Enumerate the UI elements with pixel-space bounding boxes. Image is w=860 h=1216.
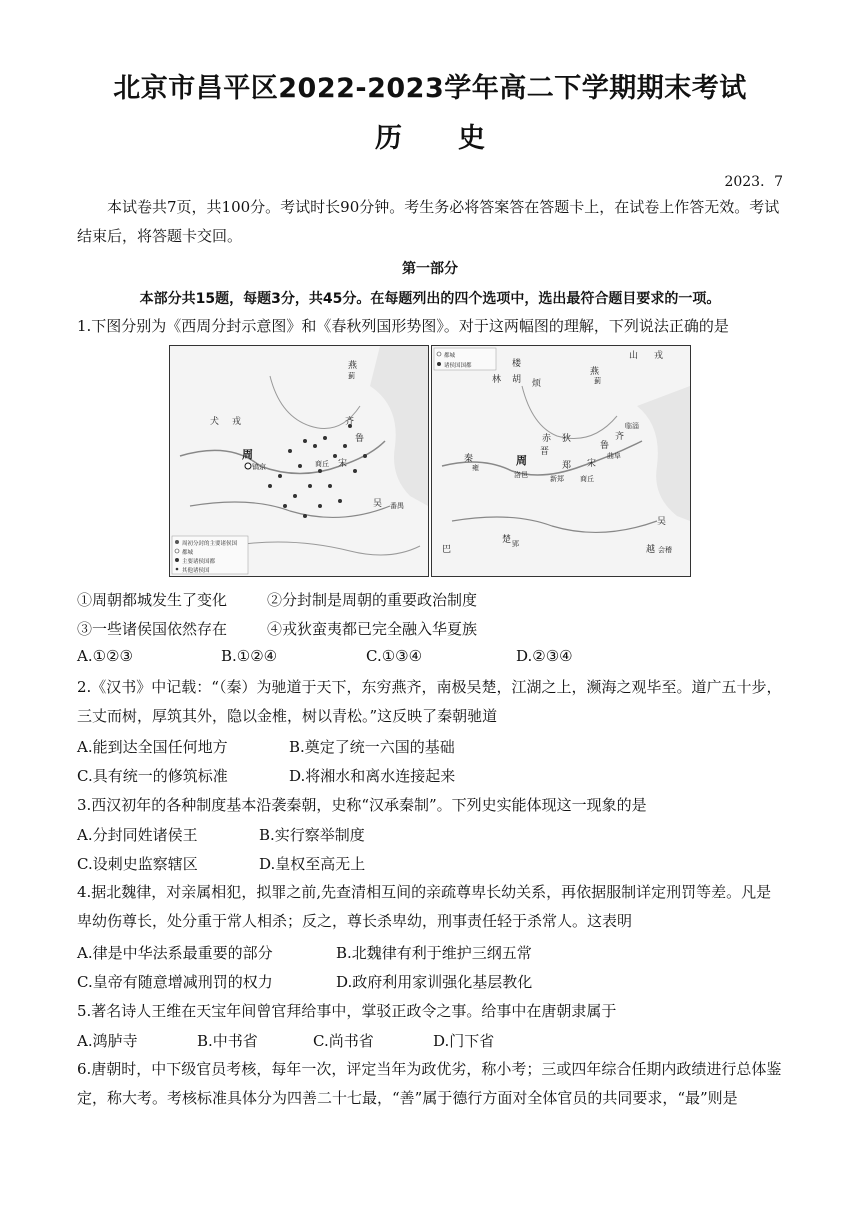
map1-label-ji: 蓟 <box>348 372 355 380</box>
map1-legend-2: 都城 <box>182 550 194 556</box>
map2-label-hu: 胡 <box>512 375 522 385</box>
q1-option-c: C.①③④ <box>366 647 423 665</box>
map-western-zhou <box>169 345 429 577</box>
map2-label-chu: 楚 <box>502 535 512 545</box>
map-spring-autumn <box>431 345 691 577</box>
q2-option-d: D.将湘水和离水连接起来 <box>289 767 456 785</box>
q1-statement-4: ④戎狄蛮夷都已完全融入华夏族 <box>267 620 478 638</box>
q3-option-c: C.设刺史监察辖区 <box>77 855 198 873</box>
subject-char-2: 史 <box>458 123 485 154</box>
q1-stem: 1.下图分别为《西周分封示意图》和《春秋列国形势图》。对于这两幅图的理解，下列说法正确的是 <box>77 317 729 335</box>
map2-label-shan: 山 <box>629 351 639 361</box>
q5-option-d: D.门下省 <box>433 1032 495 1050</box>
q4-option-c: C.皇帝有随意增减刑罚的权力 <box>77 973 273 991</box>
q4-option-b: B.北魏律有利于维护三纲五常 <box>336 944 532 962</box>
map1-legend-1: 周初分封的主要诸侯国 <box>182 541 238 547</box>
q5-stem: 5.著名诗人王维在天宝年间曾官拜给事中，掌驳正政令之事。给事中在唐朝隶属于 <box>77 1002 617 1020</box>
map2-label-luoyi: 洛邑 <box>514 471 528 479</box>
map2-label-di: 狄 <box>562 434 572 444</box>
map2-label-qin: 秦 <box>464 454 474 464</box>
map2-label-jin: 晋 <box>540 447 550 457</box>
map1-legend-4: 其他诸侯国 <box>182 568 210 574</box>
map2-label-yan: 燕 <box>590 367 600 377</box>
q4-option-d: D.政府利用家训强化基层教化 <box>336 973 533 991</box>
q4-option-a: A.律是中华法系最重要的部分 <box>77 944 273 962</box>
map1-label-quan: 犬 <box>210 417 220 427</box>
map1-label-qi: 齐 <box>345 417 355 427</box>
map2-label-qufu: 曲阜 <box>607 452 621 460</box>
map2-label-chi: 赤 <box>542 434 552 444</box>
map1-label-zhou: 周 <box>242 448 253 461</box>
map2-label-shangqiu: 商丘 <box>580 475 594 483</box>
map2-label-lu: 鲁 <box>600 441 610 451</box>
map-spring-autumn-graphic <box>432 346 690 576</box>
map2-label-kuaiji: 会稽 <box>658 546 672 554</box>
map1-label-yan: 燕 <box>348 361 358 371</box>
map2-label-xinzheng: 新郑 <box>550 475 564 483</box>
intro-text: 本试卷共7页，共100分。考试时长90分钟。考生务必将答案答在答题卡上，在试卷上作答无效。考试结束后，将答题卡交回。 <box>77 198 780 245</box>
q5-option-a: A.鸿胪寺 <box>77 1032 138 1050</box>
map2-label-yue: 越 <box>646 545 656 555</box>
part-instruction: 本部分共15题，每题3分，共45分。在每题列出的四个选项中，选出最符合题目要求的一项。 <box>139 291 721 307</box>
q2-option-b: B.奠定了统一六国的基础 <box>289 738 455 756</box>
q3-stem: 3.西汉初年的各种制度基本沿袭秦朝，史称“汉承秦制”。下列史实能体现这一现象的是 <box>77 796 647 814</box>
map2-label-rong: 戎 <box>654 351 664 361</box>
q4-stem: 4.据北魏律，对亲属相犯，拟罪之前,先查清相互间的亲疏尊卑长幼关系，再依据服制详定刑罚等差。凡是卑幼伤尊长，处分重于常人相杀；反之，尊长杀卑幼，刑事责任轻于杀常人。这表明 <box>77 883 772 930</box>
map1-label-lu: 鲁 <box>355 434 365 444</box>
q2-option-a: A.能到达全国任何地方 <box>77 738 228 756</box>
subject-char-1: 历 <box>375 123 402 154</box>
map1-label-wu: 吴 <box>373 499 383 509</box>
q1-statement-3: ③一些诸侯国依然存在 <box>77 620 228 638</box>
q5-option-b: B.中书省 <box>197 1032 258 1050</box>
map1-label-panyu: 番禺 <box>390 502 404 510</box>
map2-legend-2: 诸侯国国都 <box>444 363 472 369</box>
map2-label-ji: 蓟 <box>594 377 601 385</box>
q3-option-a: A.分封同姓诸侯王 <box>77 826 198 844</box>
q3-option-d: D.皇权至高无上 <box>259 855 366 873</box>
q1-option-a: A.①②③ <box>77 647 133 665</box>
map2-label-zheng: 郑 <box>562 461 572 471</box>
exam-title: 北京市昌平区2022-2023学年高二下学期期末考试 <box>113 73 747 104</box>
map2-label-lou: 楼 <box>512 359 522 369</box>
map1-label-haojing: 镐京 <box>252 463 266 471</box>
map1-label-rong: 戎 <box>232 417 242 427</box>
map2-label-linzi: 临淄 <box>625 422 639 430</box>
q5-option-c: C.尚书省 <box>313 1032 374 1050</box>
map2-label-fan: 烦 <box>532 379 542 389</box>
map2-label-ba: 巴 <box>442 545 452 555</box>
map2-label-zhou: 周 <box>516 454 527 467</box>
map2-label-lin: 林 <box>492 375 502 385</box>
q2-option-c: C.具有统一的修筑标准 <box>77 767 228 785</box>
q6-stem: 6.唐朝时，中下级官员考核，每年一次，评定当年为政优劣，称小考；三或四年综合任期内政绩进行总体鉴定，称大考。考核标准具体分为四善二十七最，“善”属于德行方面对全体官员的共同要求，“最”则是 <box>77 1060 782 1107</box>
map2-label-song: 宋 <box>587 459 597 469</box>
map2-label-qi: 齐 <box>615 432 625 442</box>
exam-date: 2023．7 <box>724 174 783 190</box>
map1-label-shangqiu: 商丘 <box>315 460 329 468</box>
q3-option-b: B.实行察举制度 <box>259 826 365 844</box>
map2-legend-1: 都城 <box>444 353 456 359</box>
map1-label-song: 宋 <box>338 459 348 469</box>
map-western-zhou-graphic <box>170 346 428 576</box>
subject-title <box>0 116 860 155</box>
q1-statement-1: ①周朝都城发生了变化 <box>77 591 228 609</box>
part-title: 第一部分 <box>402 261 458 277</box>
map2-label-yong: 雍 <box>472 464 479 472</box>
q1-option-b: B.①②④ <box>221 647 278 665</box>
q1-statement-2: ②分封制是周朝的重要政治制度 <box>267 591 478 609</box>
map2-label-wu: 吴 <box>657 517 667 527</box>
map2-label-ying: 郢 <box>512 540 519 548</box>
map1-legend-3: 主要诸侯国都 <box>182 559 216 565</box>
q2-stem: 2.《汉书》中记载：“（秦）为驰道于天下，东穷燕齐，南极吴楚，江湖之上，濒海之观毕至。道广五十步，三丈而树，厚筑其外，隐以金椎，树以青松。”这反映了秦朝驰道 <box>77 678 782 725</box>
q1-option-d: D.②③④ <box>516 647 573 665</box>
